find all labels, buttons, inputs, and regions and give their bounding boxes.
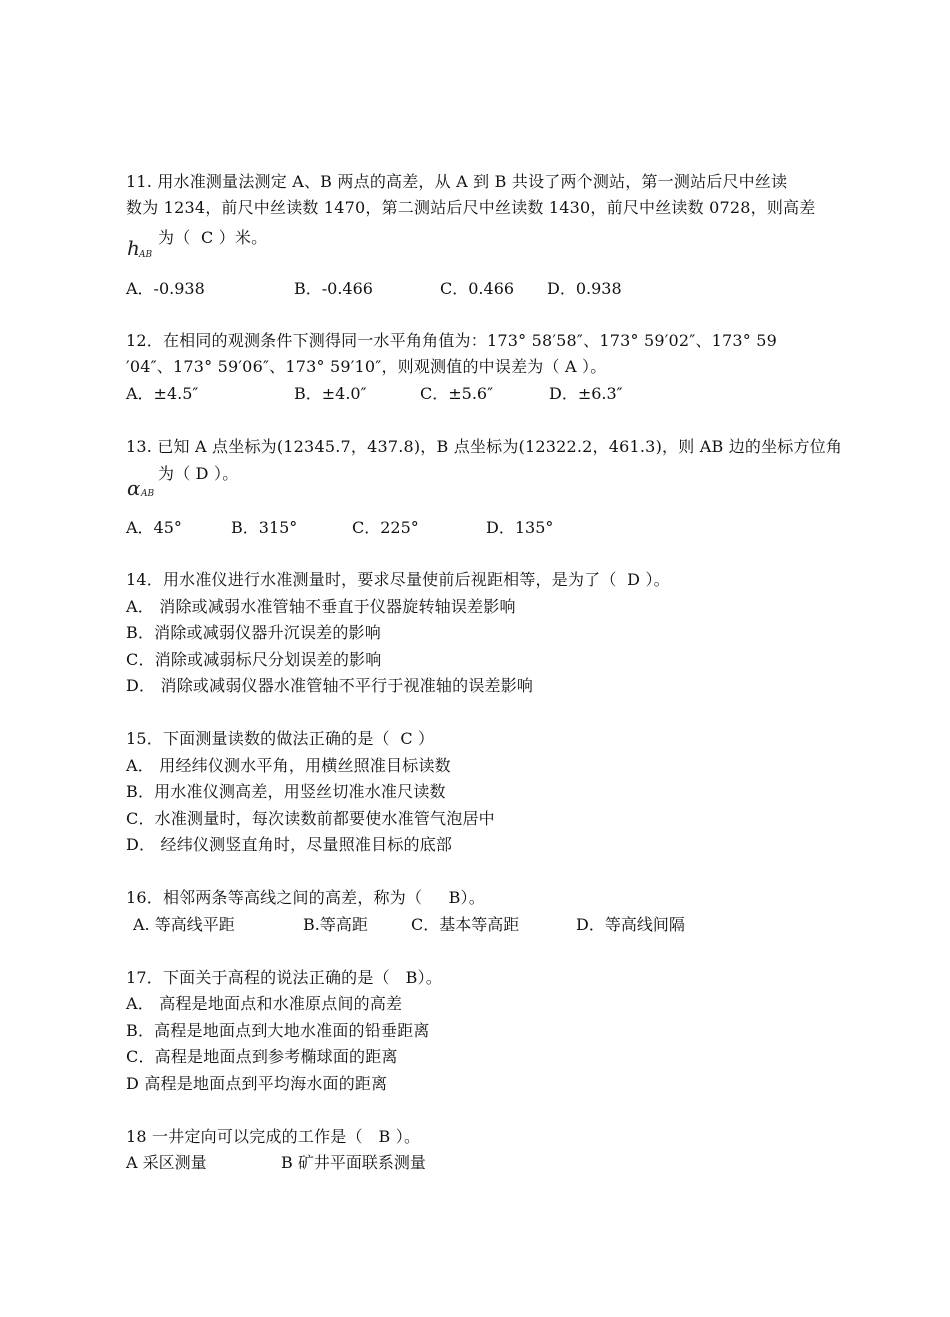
- q11-h-symbol: h: [127, 236, 140, 260]
- q13-option-c: C．225°: [352, 518, 419, 537]
- q17-option-d: D 高程是地面点到平均海水面的距离: [126, 1074, 388, 1093]
- q14-option-b: B．消除或减弱仪器升沉误差的影响: [126, 623, 381, 642]
- q18-option-a: A 采区测量: [126, 1153, 207, 1172]
- q15-stem: 15．下面测量读数的做法正确的是（ C ）: [126, 729, 435, 748]
- q17-stem: 17．下面关于高程的说法正确的是（ B）。: [126, 968, 442, 987]
- q16-option-c: C．基本等高距: [411, 915, 520, 934]
- q12-option-c: C．±5.6″: [420, 384, 494, 403]
- q14-stem: 14．用水准仪进行水准测量时，要求尽量使前后视距相等，是为了（ D ）。: [126, 570, 670, 589]
- q11-line3: 为（ C ）米。: [158, 228, 268, 247]
- q11-option-c: C．0.466: [440, 279, 515, 298]
- q16-option-b: B.等高距: [303, 915, 368, 934]
- q17-option-b: B．高程是地面点到大地水准面的铅垂距离: [126, 1021, 430, 1040]
- q12-line2: ′04″、173° 59′06″、173° 59′10″，则观测值的中误差为（ A ）。: [126, 357, 607, 376]
- q12-line1: 12．在相同的观测条件下测得同一水平角角值为：173° 58′58″、173° 59′02″、173° 59: [126, 331, 778, 350]
- q17-option-a: A． 高程是地面点和水准原点间的高差: [126, 994, 403, 1013]
- q15-option-b: B．用水准仪测高差，用竖丝切准水准尺读数: [126, 782, 446, 801]
- q12-option-d: D．±6.3″: [549, 384, 623, 403]
- q13-alpha-symbol: α: [127, 476, 141, 500]
- q11-line2: 数为 1234，前尺中丝读数 1470，第二测站后尺中丝读数 1430，前尺中丝读数 0728，则高差: [126, 198, 816, 217]
- q16-option-a: A. 等高线平距: [133, 915, 235, 934]
- q11-line1: 11. 用水准测量法测定 A、B 两点的高差，从 A 到 B 共设了两个测站，第一测站后尺中丝读: [126, 172, 788, 191]
- q14-option-d: D． 消除或减弱仪器水准管轴不平行于视准轴的误差影响: [126, 676, 534, 695]
- q16-stem: 16．相邻两条等高线之间的高差，称为（ B）。: [126, 888, 485, 907]
- q17-option-c: C．高程是地面点到参考椭球面的距离: [126, 1047, 398, 1066]
- q13-option-a: A．45°: [126, 518, 182, 537]
- q13-line2: 为（ D ）。: [158, 464, 239, 483]
- q18-option-b: B 矿井平面联系测量: [281, 1153, 426, 1172]
- q11-option-a: A．-0.938: [126, 279, 205, 298]
- q11-option-b: B．-0.466: [294, 279, 373, 298]
- q18-stem: 18 一井定向可以完成的工作是（ B ）。: [126, 1127, 421, 1146]
- q15-option-a: A． 用经纬仪测水平角，用横丝照准目标读数: [126, 756, 451, 775]
- q15-option-c: C．水准测量时，每次读数前都要使水准管气泡居中: [126, 809, 495, 828]
- q15-option-d: D． 经纬仪测竖直角时，尽量照准目标的底部: [126, 835, 453, 854]
- q16-option-d: D．等高线间隔: [576, 915, 685, 934]
- q12-option-a: A．±4.5″: [126, 384, 199, 403]
- q13-option-d: D．135°: [486, 518, 554, 537]
- q13-alpha-subscript: AB: [141, 489, 155, 499]
- q11-h-subscript: AB: [139, 250, 153, 260]
- q13-option-b: B．315°: [231, 518, 298, 537]
- q11-option-d: D．0.938: [547, 279, 622, 298]
- q12-option-b: B．±4.0″: [294, 384, 367, 403]
- q14-option-a: A． 消除或减弱水准管轴不垂直于仪器旋转轴误差影响: [126, 597, 516, 616]
- q13-line1: 13. 已知 A 点坐标为(12345.7，437.8)，B 点坐标为(12322.2，461.3)，则 AB 边的坐标方位角: [126, 437, 843, 456]
- q14-option-c: C．消除或减弱标尺分划误差的影响: [126, 650, 382, 669]
